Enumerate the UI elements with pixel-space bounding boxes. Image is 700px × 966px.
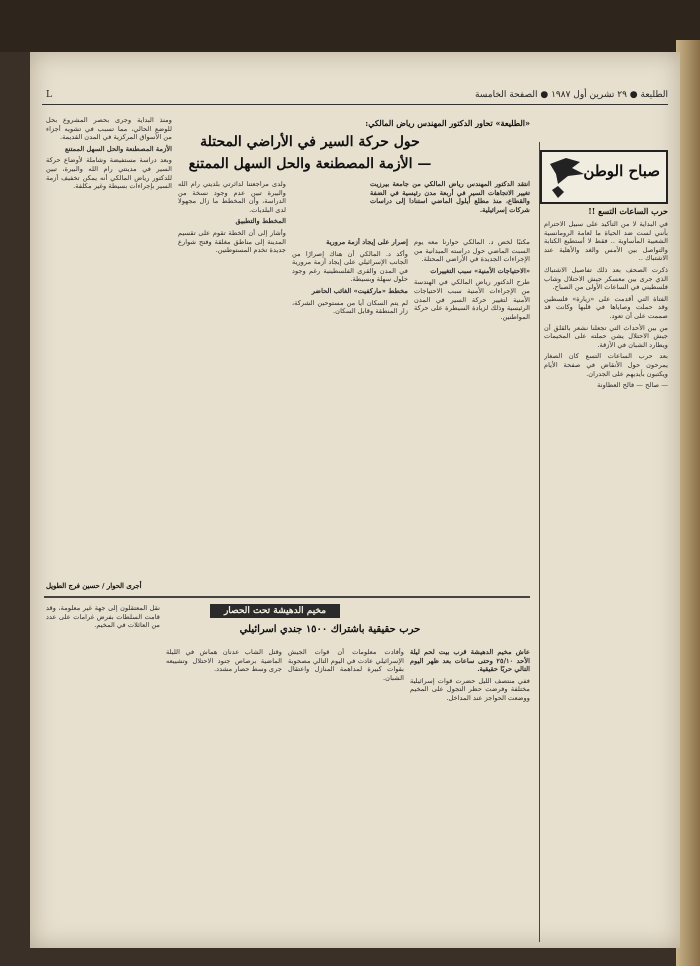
lower-col-3: [166, 648, 282, 944]
page-header: [42, 88, 668, 105]
newspaper-page: [30, 52, 680, 948]
article-subhead: إصرار على إيجاد أزمة مرورية: [326, 238, 408, 246]
column-para: — صالح — فالح العطاونة: [597, 381, 668, 390]
article-subhead: مخطط «ماركفيت» الغائب الحاضر: [311, 286, 408, 295]
article-col-1: [414, 238, 530, 588]
column-para: بعد حرب الساعات التسع كان الصغار يمرحون حول الأنقاض في صفحة الأيام ويكتبون بأيديهم على الجدران.: [544, 352, 668, 378]
lower-para: وأفادت معلومات أن قوات الجيش الإسرائيلي عادت في اليوم التالي مصحوبة بقوات كبيرة لمداهمة المنازل واعتقال الشبان.: [288, 648, 404, 682]
column-para: الفتاة التي أقدمت على «زيارة» فلسطين وقد حملت وصاياها في قلبها وكانت قد صممت على أن تعود.: [544, 294, 668, 320]
article-para: طرح الدكتور رياض المالكي في الهندسة من الإجراءات الأمنية سبب الاحتياجات الأمنية لتغيير حركة السير في المدن الرئيسية وذلك لزيادة السيطرة على حركة المواطنين.: [414, 278, 530, 321]
article-headline-2: — الأزمة المصطنعة والحل السهل الممتنع: [188, 156, 432, 172]
column-para: من بين الأحداث التي تجعلنا نشعر بالقلق أن جيش الاحتلال يشن حملته على المخيمات ويطارد الشبان في الأزقة.: [544, 323, 668, 349]
article-col-2: [292, 238, 408, 588]
article-lead: انتقد الدكتور المهندس رياض المالكي من جامعة بيرزيت تغيير الاتجاهات السير في أربعة مدن رئيسية في الضفة والقطاع، منذ مطلع أيلول الماضي استنادا إلى دراسات شركات إسرائيلية.: [370, 180, 530, 214]
article-para: لم يتم السكان أيا من مستوحين الشركة، زار المنطقة وقابل السكان.: [292, 298, 408, 316]
lower-lead: عاش مخيم الدهيشة قرب بيت لحم ليلة الأحد ٢٥/١٠ وحتى ساعات بعد ظهر اليوم التالي حربًا حقيقية.: [410, 648, 530, 674]
column-body: [544, 220, 668, 944]
article-col-3: [178, 180, 286, 588]
article-subhead: المخطط والتطبيق: [235, 217, 286, 226]
header-dateline: الطليعة ● ٢٩ تشرين أول ١٩٨٧ ● الصفحة الخامسة: [474, 90, 668, 100]
top-shadow: [0, 0, 700, 52]
article-para: ومنذ البداية وجرى بحصر المشروع بحل للوضع الحالي، مما تسبب في تشويه أجزاء من الأسواق المركزية في المدن القديمة.: [46, 116, 172, 142]
article-kicker: «الطليعة» تحاور الدكتور المهندس رياض المالكي:: [365, 118, 530, 128]
article-subhead: الأزمة المصطنعة والحل السهل الممتنع: [65, 144, 172, 153]
column-logo: [540, 150, 668, 204]
lower-banner: مخيم الدهيشة تحت الحصار: [210, 604, 340, 618]
lower-para: ففي منتصف الليل حضرت قوات إسرائيلية مختلفة وفرضت حظر التجول على المخيم ووضعت الحواجز عند المداخل.: [410, 676, 530, 702]
section-divider: [44, 596, 530, 598]
column-divider: [539, 142, 540, 942]
article-para: وبعد دراسة مستفيضة وشاملة لأوضاع حركة السير في مدينتي رام الله والبيرة، تبين للدكتور رياض المالكي أنه يمكن تخفيف أزمة السير بإجراءات بسيطة وغير مكلفة.: [46, 156, 172, 191]
column-para: في البداية لا من التأكيد على سبيل الاحترام بأنني لست ضد الحياة ما لعامة الرومانسية الشعبية المأساوية .. فقط لا أستطيع الكتابة والتواصل بين الأمس والغد والأهلية عند الاشتباك ..: [544, 220, 668, 263]
lower-col-1: [410, 648, 530, 944]
article-col-4: [46, 116, 172, 588]
lower-col-2: [288, 648, 404, 944]
article-subhead: «الاحتياجات الأمنية» سبب التغييرات: [430, 266, 530, 275]
article-para: وأشار إلى أن الخطة تقوم على تقسيم المدينة إلى مناطق مغلقة وفتح شوارع جديدة تخدم المستوطنين.: [178, 228, 286, 255]
article-para: مكتبًا لخص د. المالكي حوارنا معه يوم السبت الماضي حول دراسته الميدانية من الإجراءات الجديدة في الأراضي المحتلة.: [414, 238, 530, 264]
lower-col-4: [46, 604, 160, 944]
lower-headline: حرب حقيقية باشتراك ١٥٠٠ جندي اسرائيلي: [239, 624, 421, 635]
article-byline: أجرى الحوار / حسين فرج الطويل: [46, 582, 142, 590]
column-para: ذكرت الصحف بعد ذلك تفاصيل الاشتباك الذي جرى بين معسكر جيش الاحتلال وشاب فلسطيني في الساعات الأولى من الصباح.: [544, 265, 668, 292]
article-para: ولدى مراجعتنا لدائرتي بلديتي رام الله والبيرة تبين عدم وجود نسخة من الدراسة، وأن المخطط ما زال مجهولا لدى البلديات.: [178, 180, 286, 214]
article-headline-1: حول حركة السير في الأراضي المحتلة: [200, 134, 420, 150]
column-title: حرب الساعات التسع !!: [588, 206, 668, 216]
lower-para: نقل المعتقلون إلى جهة غير معلومة، وقد قامت السلطات بفرض غرامات على عدد من العائلات في المخيم.: [46, 604, 160, 630]
lower-para: وقتل الشاب عدنان هماش في الليلة الماضية برصاص جنود الاحتلال وتشييعه جرى وسط حصار مشدد.: [166, 648, 282, 674]
column-logo-text: صباح الوطن: [583, 162, 660, 180]
article-para: وأكد د. المالكي أن هناك إصرارًا من الجانب الإسرائيلي على إيجاد أزمة مرورية في المدن والقرى الفلسطينية رغم وجود حلول سهلة وبسيطة.: [292, 249, 408, 284]
header-page-marker: L: [46, 90, 52, 100]
